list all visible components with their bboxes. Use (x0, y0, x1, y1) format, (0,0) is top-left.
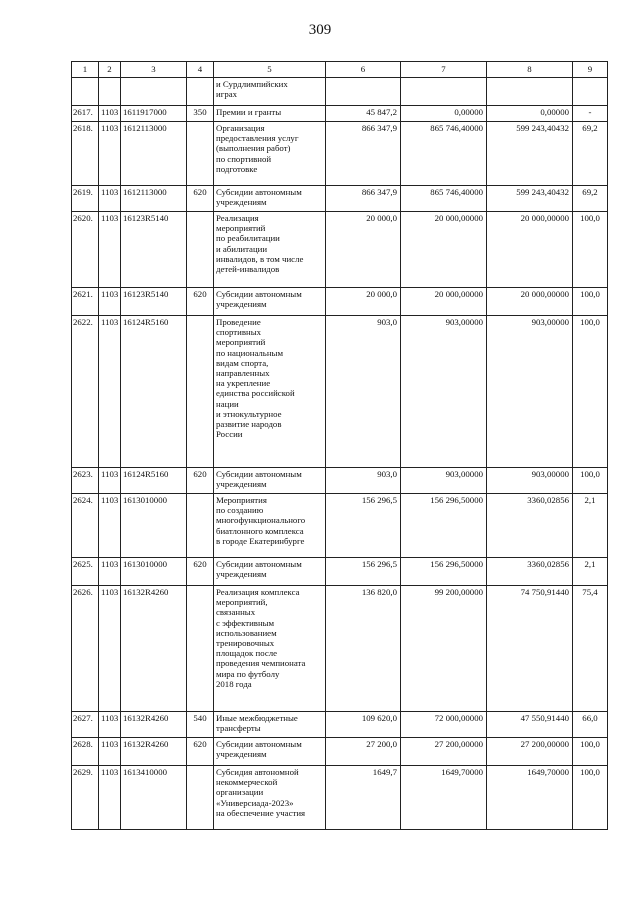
row-number: 2625. (72, 558, 99, 586)
section-code: 1103 (99, 558, 121, 586)
col-header-3: 3 (121, 62, 187, 78)
executed-amount: 74 750,91440 (487, 586, 573, 712)
executed-amount: 3360,02856 (487, 494, 573, 558)
item-name: Субсидии автономным учреждениям (214, 738, 326, 766)
execution-percent: 69,2 (573, 186, 608, 212)
table-row (72, 316, 608, 468)
refined-amount: 20 000,00000 (401, 212, 487, 288)
approved-amount: 866 347,9 (326, 122, 401, 186)
table-row (72, 212, 608, 288)
execution-percent: - (573, 106, 608, 122)
section-code (99, 78, 121, 106)
col-header-5: 5 (214, 62, 326, 78)
executed-amount: 3360,02856 (487, 558, 573, 586)
table-row (72, 468, 608, 494)
col-header-9: 9 (573, 62, 608, 78)
approved-amount: 903,0 (326, 316, 401, 468)
target-code: 1612113000 (121, 122, 187, 186)
col-header-4: 4 (187, 62, 214, 78)
row-number: 2620. (72, 212, 99, 288)
row-number (72, 78, 99, 106)
target-code: 16123R5140 (121, 288, 187, 316)
approved-amount: 866 347,9 (326, 186, 401, 212)
executed-amount: 0,00000 (487, 106, 573, 122)
expense-type-code (187, 316, 214, 468)
refined-amount: 156 296,50000 (401, 558, 487, 586)
budget-table (71, 61, 608, 830)
section-code: 1103 (99, 288, 121, 316)
execution-percent: 2,1 (573, 494, 608, 558)
expense-type-code: 620 (187, 558, 214, 586)
expense-type-code (187, 586, 214, 712)
execution-percent: 2,1 (573, 558, 608, 586)
expense-type-code (187, 78, 214, 106)
table-row (72, 122, 608, 186)
section-code: 1103 (99, 316, 121, 468)
header-row (72, 62, 608, 78)
item-name: Субсидии автономным учреждениям (214, 186, 326, 212)
approved-amount: 45 847,2 (326, 106, 401, 122)
expense-type-code (187, 212, 214, 288)
col-header-7: 7 (401, 62, 487, 78)
target-code: 1613010000 (121, 558, 187, 586)
row-number: 2617. (72, 106, 99, 122)
target-code: 16132R4260 (121, 712, 187, 738)
item-name: Организация предоставления услуг (выполнения работ) по спортивной подготовке (214, 122, 326, 186)
page-number: 309 (308, 22, 332, 38)
refined-amount: 865 746,40000 (401, 122, 487, 186)
executed-amount: 20 000,00000 (487, 288, 573, 316)
target-code: 16124R5160 (121, 316, 187, 468)
col-header-1: 1 (72, 62, 99, 78)
item-name: Проведение спортивных мероприятий по национальным видам спорта, направленных на укрепление единства российской нации и этнокультурное развитие народов России (214, 316, 326, 468)
target-code: 16124R5160 (121, 468, 187, 494)
section-code: 1103 (99, 186, 121, 212)
row-number: 2619. (72, 186, 99, 212)
table-row (72, 186, 608, 212)
table-row (72, 106, 608, 122)
refined-amount: 20 000,00000 (401, 288, 487, 316)
table-row (72, 738, 608, 766)
section-code: 1103 (99, 494, 121, 558)
executed-amount: 20 000,00000 (487, 212, 573, 288)
section-code: 1103 (99, 766, 121, 830)
expense-type-code (187, 766, 214, 830)
row-number: 2629. (72, 766, 99, 830)
target-code: 16123R5140 (121, 212, 187, 288)
section-code: 1103 (99, 468, 121, 494)
approved-amount (326, 78, 401, 106)
row-number: 2624. (72, 494, 99, 558)
table-row (72, 78, 608, 106)
executed-amount: 1649,70000 (487, 766, 573, 830)
item-name: Субсидия автономной некоммерческой организации «Универсиада-2023» на обеспечение участия (214, 766, 326, 830)
refined-amount (401, 78, 487, 106)
item-name: Реализация комплекса мероприятий, связанных с эффективным использованием тренировочных площадок после проведения чемпионата мира по футболу 2018 года (214, 586, 326, 712)
executed-amount: 47 550,91440 (487, 712, 573, 738)
section-code: 1103 (99, 122, 121, 186)
target-code: 1613410000 (121, 766, 187, 830)
target-code (121, 78, 187, 106)
item-name: Субсидии автономным учреждениям (214, 468, 326, 494)
executed-amount (487, 78, 573, 106)
section-code: 1103 (99, 106, 121, 122)
item-name: Премии и гранты (214, 106, 326, 122)
section-code: 1103 (99, 212, 121, 288)
approved-amount: 27 200,0 (326, 738, 401, 766)
table-row (72, 766, 608, 830)
refined-amount: 27 200,00000 (401, 738, 487, 766)
execution-percent: 100,0 (573, 212, 608, 288)
approved-amount: 1649,7 (326, 766, 401, 830)
execution-percent: 75,4 (573, 586, 608, 712)
executed-amount: 27 200,00000 (487, 738, 573, 766)
section-code: 1103 (99, 586, 121, 712)
executed-amount: 903,00000 (487, 316, 573, 468)
row-number: 2626. (72, 586, 99, 712)
item-name: Мероприятия по созданию многофункционального биатлонного комплекса в городе Екатеринбурге (214, 494, 326, 558)
executed-amount: 599 243,40432 (487, 122, 573, 186)
row-number: 2627. (72, 712, 99, 738)
approved-amount: 20 000,0 (326, 288, 401, 316)
table-body (72, 78, 608, 830)
row-number: 2628. (72, 738, 99, 766)
execution-percent: 66,0 (573, 712, 608, 738)
execution-percent: 100,0 (573, 316, 608, 468)
expense-type-code: 540 (187, 712, 214, 738)
expense-type-code: 350 (187, 106, 214, 122)
refined-amount: 865 746,40000 (401, 186, 487, 212)
executed-amount: 599 243,40432 (487, 186, 573, 212)
item-name: Реализация мероприятий по реабилитации и абилитации инвалидов, в том числе детей-инвалидов (214, 212, 326, 288)
expense-type-code: 620 (187, 468, 214, 494)
refined-amount: 1649,70000 (401, 766, 487, 830)
refined-amount: 903,00000 (401, 468, 487, 494)
row-number: 2622. (72, 316, 99, 468)
col-header-8: 8 (487, 62, 573, 78)
expense-type-code: 620 (187, 288, 214, 316)
approved-amount: 20 000,0 (326, 212, 401, 288)
item-name: Субсидии автономным учреждениям (214, 288, 326, 316)
row-number: 2621. (72, 288, 99, 316)
execution-percent: 69,2 (573, 122, 608, 186)
execution-percent: 100,0 (573, 468, 608, 494)
approved-amount: 156 296,5 (326, 558, 401, 586)
target-code: 1611917000 (121, 106, 187, 122)
refined-amount: 72 000,00000 (401, 712, 487, 738)
expense-type-code (187, 494, 214, 558)
expense-type-code: 620 (187, 186, 214, 212)
col-header-2: 2 (99, 62, 121, 78)
target-code: 1613010000 (121, 494, 187, 558)
table-row (72, 288, 608, 316)
execution-percent: 100,0 (573, 288, 608, 316)
refined-amount: 903,00000 (401, 316, 487, 468)
col-header-6: 6 (326, 62, 401, 78)
executed-amount: 903,00000 (487, 468, 573, 494)
row-number: 2623. (72, 468, 99, 494)
expense-type-code (187, 122, 214, 186)
table-row (72, 558, 608, 586)
refined-amount: 0,00000 (401, 106, 487, 122)
target-code: 16132R4260 (121, 586, 187, 712)
execution-percent (573, 78, 608, 106)
expense-type-code: 620 (187, 738, 214, 766)
execution-percent: 100,0 (573, 766, 608, 830)
refined-amount: 156 296,50000 (401, 494, 487, 558)
table-row (72, 586, 608, 712)
approved-amount: 136 820,0 (326, 586, 401, 712)
refined-amount: 99 200,00000 (401, 586, 487, 712)
approved-amount: 156 296,5 (326, 494, 401, 558)
approved-amount: 109 620,0 (326, 712, 401, 738)
row-number: 2618. (72, 122, 99, 186)
approved-amount: 903,0 (326, 468, 401, 494)
target-code: 1612113000 (121, 186, 187, 212)
table-row (72, 494, 608, 558)
item-name: Субсидии автономным учреждениям (214, 558, 326, 586)
item-name: Иные межбюджетные трансферты (214, 712, 326, 738)
section-code: 1103 (99, 712, 121, 738)
target-code: 16132R4260 (121, 738, 187, 766)
item-name: и Сурдлимпийских играх (214, 78, 326, 106)
execution-percent: 100,0 (573, 738, 608, 766)
section-code: 1103 (99, 738, 121, 766)
table-row (72, 712, 608, 738)
